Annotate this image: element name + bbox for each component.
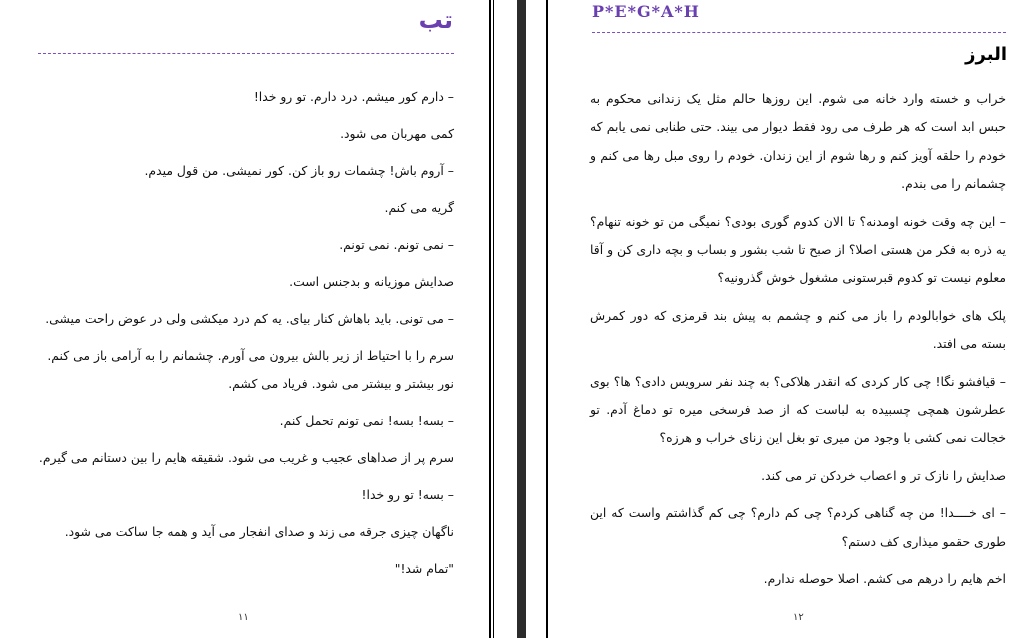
paragraph: صدایش را نازک تر و اعصاب خردکن تر می کند. <box>761 467 1006 483</box>
paragraph: – بسه! بسه! نمی تونم تحمل کنم. <box>279 413 454 428</box>
body-text-left <box>38 83 454 592</box>
paragraph: – می تونی. باید باهاش کنار بیای. یه کم درد میکشی ولی در عوض راحت میشی. <box>45 311 454 326</box>
paragraph: خراب و خسته وارد خانه می شوم. این روزها حالم مثل یک زندانی محکوم به حبس ابد است که هر طرف می رود فقط دیوار می بیند. حتی طنابی نمی یابم که خودم را حلقه آویز کنم و رها شوم از این زندان. خودم را روی مبل رها می کنم و چشمانم را می بندم. <box>590 91 1006 192</box>
paragraph: – نمی تونم. نمی تونم. <box>339 237 454 252</box>
page-number-left: ۱۱ <box>238 612 249 623</box>
paragraph: سرم را با احتیاط از زیر بالش بیرون می آورم. چشمانم را به آرامی باز می کنم. نور بیشتر و بیشتر می شود. فریاد می کشم. <box>47 348 454 391</box>
binding-line-left <box>489 0 491 638</box>
chapter-title-right: البرز <box>965 44 1007 65</box>
page-number-right: ۱۲ <box>793 612 804 623</box>
paragraph: – بسه! تو رو خدا! <box>361 487 454 502</box>
right-page <box>550 0 1023 638</box>
paragraph: کمی مهربان می شود. <box>340 126 454 141</box>
paragraph: گریه می کنم. <box>384 200 454 215</box>
paragraph: سرم پر از صداهای عجیب و غریب می شود. شقیقه هایم را بین دستانم می گیرم. <box>38 450 454 465</box>
paragraph: – آروم باش! چشمات رو باز کن. کور نمیشی. من قول میدم. <box>144 163 454 178</box>
paragraph: اخم هایم را درهم می کشم. اصلا حوصله ندارم. <box>763 571 1006 587</box>
body-text-right <box>590 85 1006 603</box>
chapter-title-left: تب <box>418 6 453 34</box>
paragraph: پلک های خوابالودم را باز می کنم و چشمم به پیش بند قرمزی که دور کمرش بسته می افتد. <box>590 307 1006 352</box>
brand-header: P*E*G*A*H <box>592 2 700 21</box>
paragraph: – ای خــــدا! من چه گناهی کردم؟ چی کم دارم؟ چی کم گذاشتم واست که این طوری حقمو میذاری کف دستم؟ <box>590 505 1006 549</box>
binding-line-right <box>546 0 548 638</box>
paragraph: – دارم کور میشم. درد دارم. تو رو خدا! <box>253 89 454 104</box>
paragraph: "تمام شد!" <box>394 561 454 576</box>
left-page <box>0 0 491 638</box>
paragraph: – قیافشو نگا! چی کار کردی که انقدر هلاکی؟ به چند نفر سرویس دادی؟ ها؟ بوی عطرشون همچی چسبیده به لباست که از صد فرسخی میره تو دماغ آدم. تو خجالت نمی کشی با وجود من میری تو بغل این زنای خراب و هرزه؟ <box>590 373 1006 446</box>
paragraph: ناگهان چیزی جرقه می زند و صدای انفجار می آید و همه جا ساکت می شود. <box>64 524 454 539</box>
header-divider-right <box>592 32 1006 33</box>
binding-line-left-inner <box>493 0 494 638</box>
title-divider-left <box>38 53 454 54</box>
paragraph: صدایش موزیانه و بدجنس است. <box>289 274 454 289</box>
paragraph: – این چه وقت خونه اومدنه؟ تا الان کدوم گوری بودی؟ نمیگی من تو خونه تنهام؟ یه ذره به فکر من هستی اصلا؟ از صبح تا شب بشور و بساب و بچه داری کن و آقا معلوم نیست تو کدوم قبرستونی مشغول خوش گذرونیه؟ <box>590 213 1006 286</box>
book-gutter <box>517 0 526 638</box>
